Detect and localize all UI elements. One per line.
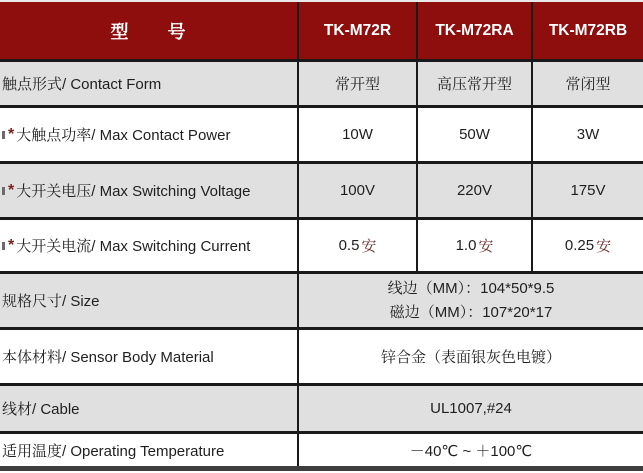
model-column-tk-m72ra: TK-M72RA — [416, 2, 531, 59]
switching-current-value-1 — [297, 220, 416, 271]
current-number: 1.0 — [455, 237, 477, 254]
star-marker: * — [8, 236, 15, 254]
row-max-switching-voltage — [0, 161, 643, 217]
row-operating-temperature — [0, 431, 643, 466]
model-header-label: 型 号 — [110, 21, 187, 42]
model-column-tk-m72r: TK-M72R — [297, 2, 416, 59]
switching-voltage-value-3: 175V — [531, 164, 643, 217]
row-max-switching-current — [0, 217, 643, 271]
size-value — [297, 274, 643, 327]
current-number: 0.5 — [338, 237, 360, 254]
current-unit: 安 — [361, 238, 377, 255]
clipped-char-fragment — [2, 131, 5, 139]
contact-form-value-1: 常开型 — [297, 62, 416, 105]
row-label-text: 适用温度/ Operating Temperature — [2, 442, 225, 460]
row-cable-label — [0, 386, 297, 431]
star-marker: * — [8, 181, 15, 199]
row-label-text: 触点形式/ Contact Form — [2, 76, 162, 93]
row-label-text: 大触点功率/ Max Contact Power — [16, 127, 231, 144]
switching-current-value-3 — [531, 220, 643, 271]
operating-temperature-value: －40℃ ~ ＋100℃ — [297, 434, 643, 466]
row-cable — [0, 383, 643, 431]
contact-form-value-3: 常闭型 — [531, 62, 643, 105]
row-body-material — [0, 327, 643, 383]
size-line-wire: 线边（MM）：104*50*9.5 — [387, 279, 555, 297]
row-label-text: 大开关电流/ Max Switching Current — [16, 238, 251, 255]
switching-voltage-value-1: 100V — [297, 164, 416, 217]
switching-voltage-value-2: 220V — [416, 164, 531, 217]
row-contact-form-label — [0, 62, 297, 105]
row-max-contact-power-label — [0, 108, 297, 161]
model-header-cell — [0, 2, 297, 59]
contact-form-value-2: 高压常开型 — [416, 62, 531, 105]
row-contact-form — [0, 59, 643, 105]
contact-power-value-1: 10W — [297, 108, 416, 161]
contact-power-value-2: 50W — [416, 108, 531, 161]
switching-current-value-2 — [416, 220, 531, 271]
row-max-switching-voltage-label — [0, 164, 297, 217]
clipped-char-fragment — [2, 187, 5, 195]
contact-power-value-3: 3W — [531, 108, 643, 161]
row-label-text: 大开关电压/ Max Switching Voltage — [16, 183, 251, 200]
row-size-label — [0, 274, 297, 327]
row-operating-temperature-label — [0, 434, 297, 466]
current-unit: 安 — [478, 238, 494, 255]
table-header-row — [0, 2, 643, 59]
body-material-value: 锌合金（表面银灰色电镀） — [297, 330, 643, 383]
cable-value: UL1007,#24 — [297, 386, 643, 431]
row-max-switching-current-label — [0, 220, 297, 271]
size-line-magnet: 磁边（MM）：107*20*17 — [389, 303, 553, 321]
row-size — [0, 271, 643, 327]
row-label-text: 规格尺寸/ Size — [2, 293, 100, 310]
star-marker: * — [8, 125, 15, 143]
current-number: 0.25 — [564, 237, 595, 254]
row-body-material-label — [0, 330, 297, 383]
row-label-text: 本体材料/ Sensor Body Material — [2, 349, 214, 366]
row-max-contact-power — [0, 105, 643, 161]
current-unit: 安 — [596, 238, 612, 255]
clipped-char-fragment — [2, 242, 5, 250]
row-label-text: 线材/ Cable — [2, 401, 80, 418]
model-column-tk-m72rb: TK-M72RB — [531, 2, 643, 59]
